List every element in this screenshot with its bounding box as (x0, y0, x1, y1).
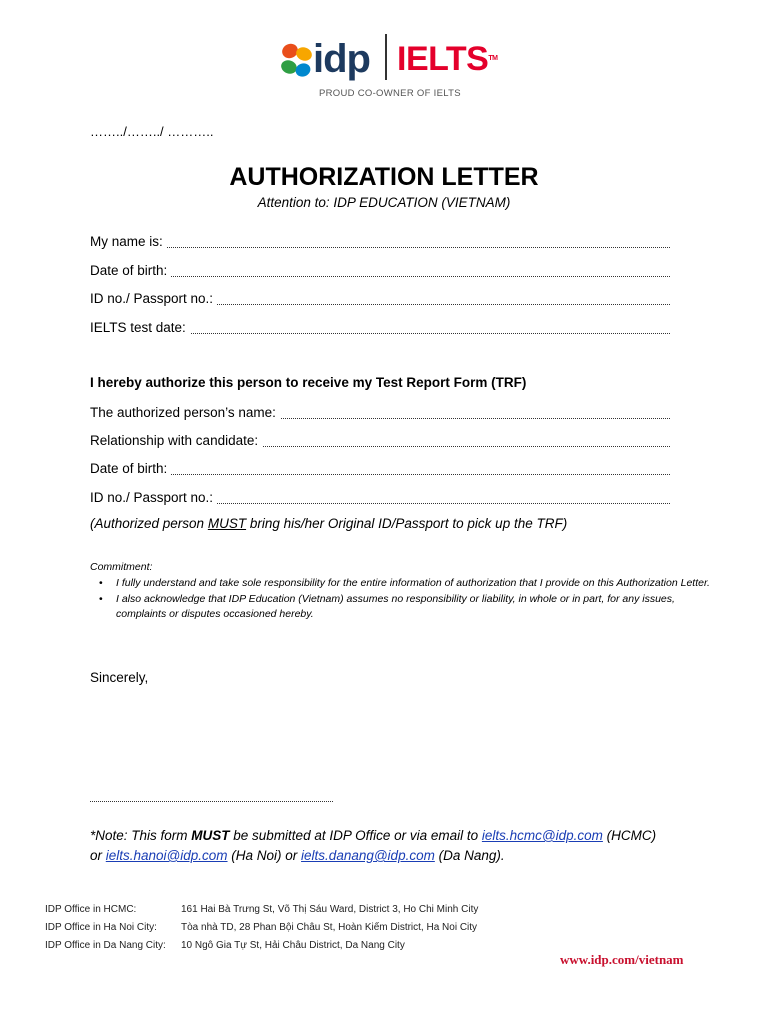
office-label-hcmc: IDP Office in HCMC: (45, 904, 137, 915)
signature-line[interactable] (90, 800, 333, 802)
field-relationship[interactable] (90, 432, 670, 450)
trademark-mark: TM (488, 55, 498, 62)
closing-text: Sincerely, (90, 670, 149, 685)
note-prefix: (Authorized person (90, 516, 208, 531)
email-link-danang[interactable]: ielts.danang@idp.com (301, 848, 435, 863)
field-authorized-name[interactable] (90, 404, 670, 422)
field-label: Date of birth: (90, 263, 171, 278)
field-label: IELTS test date: (90, 320, 190, 335)
authorized-person-note (90, 516, 567, 531)
field-label: The authorized person’s name: (90, 405, 280, 420)
field-id-passport[interactable] (90, 290, 670, 308)
document-subtitle: Attention to: IDP EDUCATION (VIETNAM) (257, 195, 511, 210)
ielts-wordmark-text: IELTS (397, 40, 489, 78)
note-emphasis: MUST (207, 516, 247, 531)
date-line: ……../……../ ……….. (90, 124, 214, 139)
office-address-hanoi: Tòa nhà TD, 28 Phan Bội Châu St, Hoàn Kiếm District, Ha Noi City (181, 922, 478, 933)
field-label: ID no./ Passport no.: (90, 490, 217, 505)
note-text: (HCMC) (602, 828, 657, 843)
field-my-name[interactable] (90, 233, 670, 251)
note-text: *Note: This form (90, 828, 192, 843)
field-label: ID no./ Passport no.: (90, 291, 217, 306)
idp-logo-mark-icon (280, 40, 314, 80)
field-label: Date of birth: (90, 461, 171, 476)
email-link-hcmc[interactable]: ielts.hcmc@idp.com (481, 828, 603, 843)
ielts-wordmark (397, 40, 497, 78)
document-title: AUTHORIZATION LETTER (229, 163, 539, 191)
field-ielts-test-date[interactable] (90, 319, 670, 337)
email-link-hanoi[interactable]: ielts.hanoi@idp.com (105, 848, 228, 863)
logo-tagline: PROUD CO-OWNER OF IELTS (319, 88, 461, 99)
website-link[interactable]: www.idp.com/vietnam (560, 952, 684, 967)
commitment-label: Commitment: (90, 561, 153, 573)
commitment-item: • I also acknowledge that IDP Education (Vietnam) assumes no responsibility or liability, in whole or in part, for any issues, complaints or disputes occasioned hereby. (90, 592, 710, 622)
field-label: Relationship with candidate: (90, 433, 262, 448)
submission-note (90, 826, 710, 866)
note-text: (Ha Noi) or (227, 848, 302, 863)
field-label: My name is: (90, 234, 167, 249)
commitment-item: • I fully understand and take sole responsibility for the entire information of authorization that I provide on this Authorization Letter. (90, 576, 710, 591)
dotted-fill-line (90, 276, 670, 277)
authorization-heading: I hereby authorize this person to receive my Test Report Form (TRF) (90, 375, 527, 390)
logo-divider (385, 34, 387, 80)
idp-wordmark: idp (313, 37, 370, 81)
field-authorized-id-passport[interactable] (90, 489, 670, 507)
note-must: MUST (191, 828, 230, 843)
note-text: or (90, 848, 106, 863)
dotted-fill-line (90, 247, 670, 248)
office-address-danang: 10 Ngô Gia Tự St, Hải Châu District, Da Nang City (181, 940, 405, 951)
note-suffix: bring his/her Original ID/Passport to pick up the TRF) (246, 516, 568, 531)
field-authorized-date-of-birth[interactable] (90, 460, 670, 478)
field-date-of-birth[interactable] (90, 262, 670, 280)
office-label-danang: IDP Office in Da Nang City: (45, 940, 166, 951)
office-label-hanoi: IDP Office in Ha Noi City: (45, 922, 157, 933)
dotted-fill-line (90, 474, 670, 475)
note-text: be submitted at IDP Office or via email to (229, 828, 482, 843)
office-address-hcmc: 161 Hai Bà Trưng St, Võ Thị Sáu Ward, District 3, Ho Chi Minh City (181, 904, 479, 915)
commitment-list (90, 576, 710, 623)
note-text: (Da Nang). (434, 848, 505, 863)
